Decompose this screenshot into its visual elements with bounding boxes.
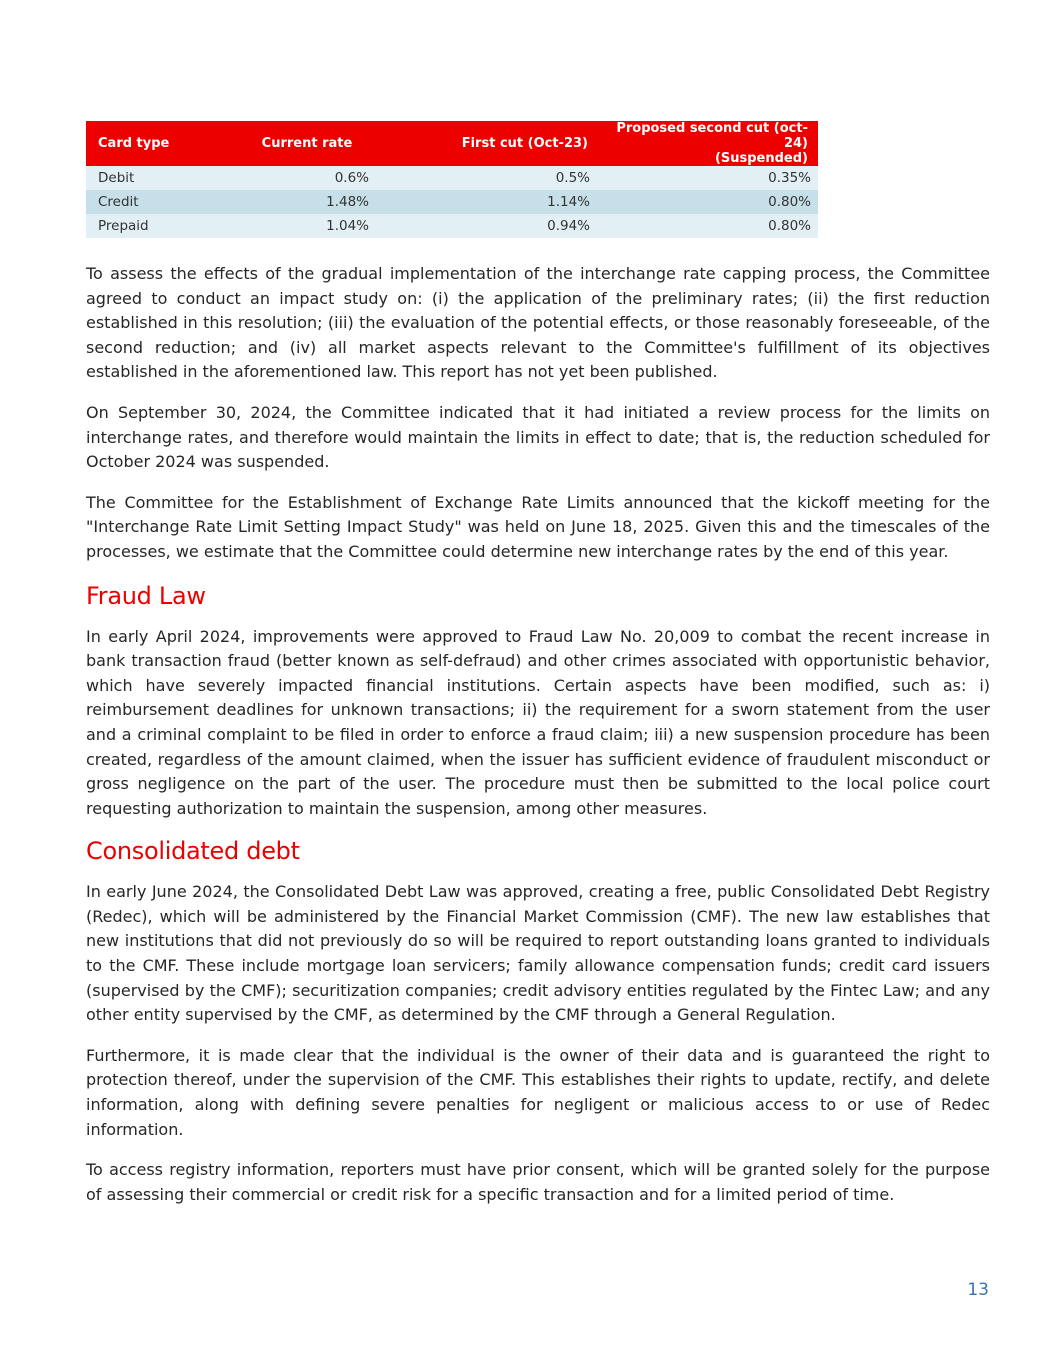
header-first-cut: First cut (Oct-23) — [376, 121, 597, 166]
review-process-paragraph: On September 30, 2024, the Committee indicated that it had initiated a review process for the limits on interchange rates, and therefore would maintain the limits in effect to date; that is, the reduction scheduled for October 2024 was suspended. — [86, 402, 990, 472]
header-card-type: Card type — [86, 121, 235, 166]
cell-current-rate: 1.04% — [235, 214, 376, 238]
header-second-cut-line2: (Suspended) — [714, 151, 808, 166]
table-row — [86, 166, 818, 190]
cell-first-cut: 0.5% — [376, 166, 597, 190]
cell-current-rate: 0.6% — [235, 166, 376, 190]
header-current-rate: Current rate — [235, 121, 376, 166]
cell-second-cut: 0.80% — [597, 190, 818, 214]
cell-card-type: Prepaid — [86, 214, 235, 238]
cell-second-cut: 0.80% — [597, 214, 818, 238]
kickoff-paragraph: The Committee for the Establishment of Exchange Rate Limits announced that the kickoff meeting for the "Interchange Rate Limit Setting Impact Study" was held on June 18, 2025. Given this and the timescales of the processes, we estimate that the Committee could determine new interchange rates by the end of this year. — [86, 492, 990, 561]
cell-first-cut: 1.14% — [376, 190, 597, 214]
table-row — [86, 214, 818, 238]
cell-card-type: Credit — [86, 190, 235, 214]
fraud-law-heading: Fraud Law — [86, 581, 206, 610]
cell-second-cut: 0.35% — [597, 166, 818, 190]
consolidated-debt-paragraph-2: Furthermore, it is made clear that the individual is the owner of their data and is guaranteed the right to protection thereof, under the supervision of the CMF. This establishes their rights to update, rectify, and delete information, along with defining severe penalties for negligent or malicious access to or use of Redec information. — [86, 1045, 990, 1139]
document-page — [86, 121, 990, 1207]
cell-first-cut: 0.94% — [376, 214, 597, 238]
impact-study-paragraph: To assess the effects of the gradual implementation of the interchange rate capping process, the Committee agreed to conduct an impact study on: (i) the application of the preliminary rates; (ii) the first reduction established in this resolution; (iii) the evaluation of the potential effects, or those reasonably foreseeable, of the second reduction; and (iv) all market aspects relevant to the Committee's fulfillment of its objectives established in the aforementioned law. This report has not yet been published. — [86, 264, 990, 382]
consolidated-debt-heading: Consolidated debt — [86, 837, 300, 866]
table-header-row — [86, 121, 818, 166]
cell-card-type: Debit — [86, 166, 235, 190]
fraud-law-paragraph: In early April 2024, improvements were approved to Fraud Law No. 20,009 to combat the recent increase in bank transaction fraud (better known as self-defraud) and other crimes associated with opportunistic behavior, which have severely impacted financial institutions. Certain aspects have been modified, such as: i) reimbursement deadlines for unknown transactions; ii) the requirement for a sworn statement from the user and a criminal complaint to be filed in order to enforce a fraud claim; iii) a new suspension procedure has been created, regardless of the amount claimed, when the issuer has sufficient evidence of fraudulent misconduct or gross negligence on the part of the user. The procedure must then be submitted to the local police court requesting authorization to maintain the suspension, among other measures. — [86, 626, 990, 818]
consolidated-debt-paragraph-1: In early June 2024, the Consolidated Debt Law was approved, creating a free, public Consolidated Debt Registry (Redec), which will be administered by the Financial Market Commission (CMF). The new law establishes that new institutions that did not previously do so will be required to report outstanding loans granted to individuals to the CMF. These include mortgage loan servicers; family allowance compensation funds; credit card issuers (supervised by the CMF); securitization companies; credit advisory entities regulated by the Fintec Law; and any other entity supervised by the CMF, as determined by the CMF through a General Regulation. — [86, 882, 990, 1025]
header-second-cut — [597, 121, 818, 166]
header-second-cut-line1: Proposed second cut (oct-24) — [616, 121, 808, 151]
page-number: 13 — [967, 1280, 989, 1300]
interchange-rates-table — [86, 121, 818, 238]
table-row — [86, 190, 818, 214]
cell-current-rate: 1.48% — [235, 190, 376, 214]
consolidated-debt-paragraph-3: To access registry information, reporters must have prior consent, which will be granted solely for the purpose of assessing their commercial or credit risk for a specific transaction and for a limited period of time. — [86, 1160, 990, 1204]
